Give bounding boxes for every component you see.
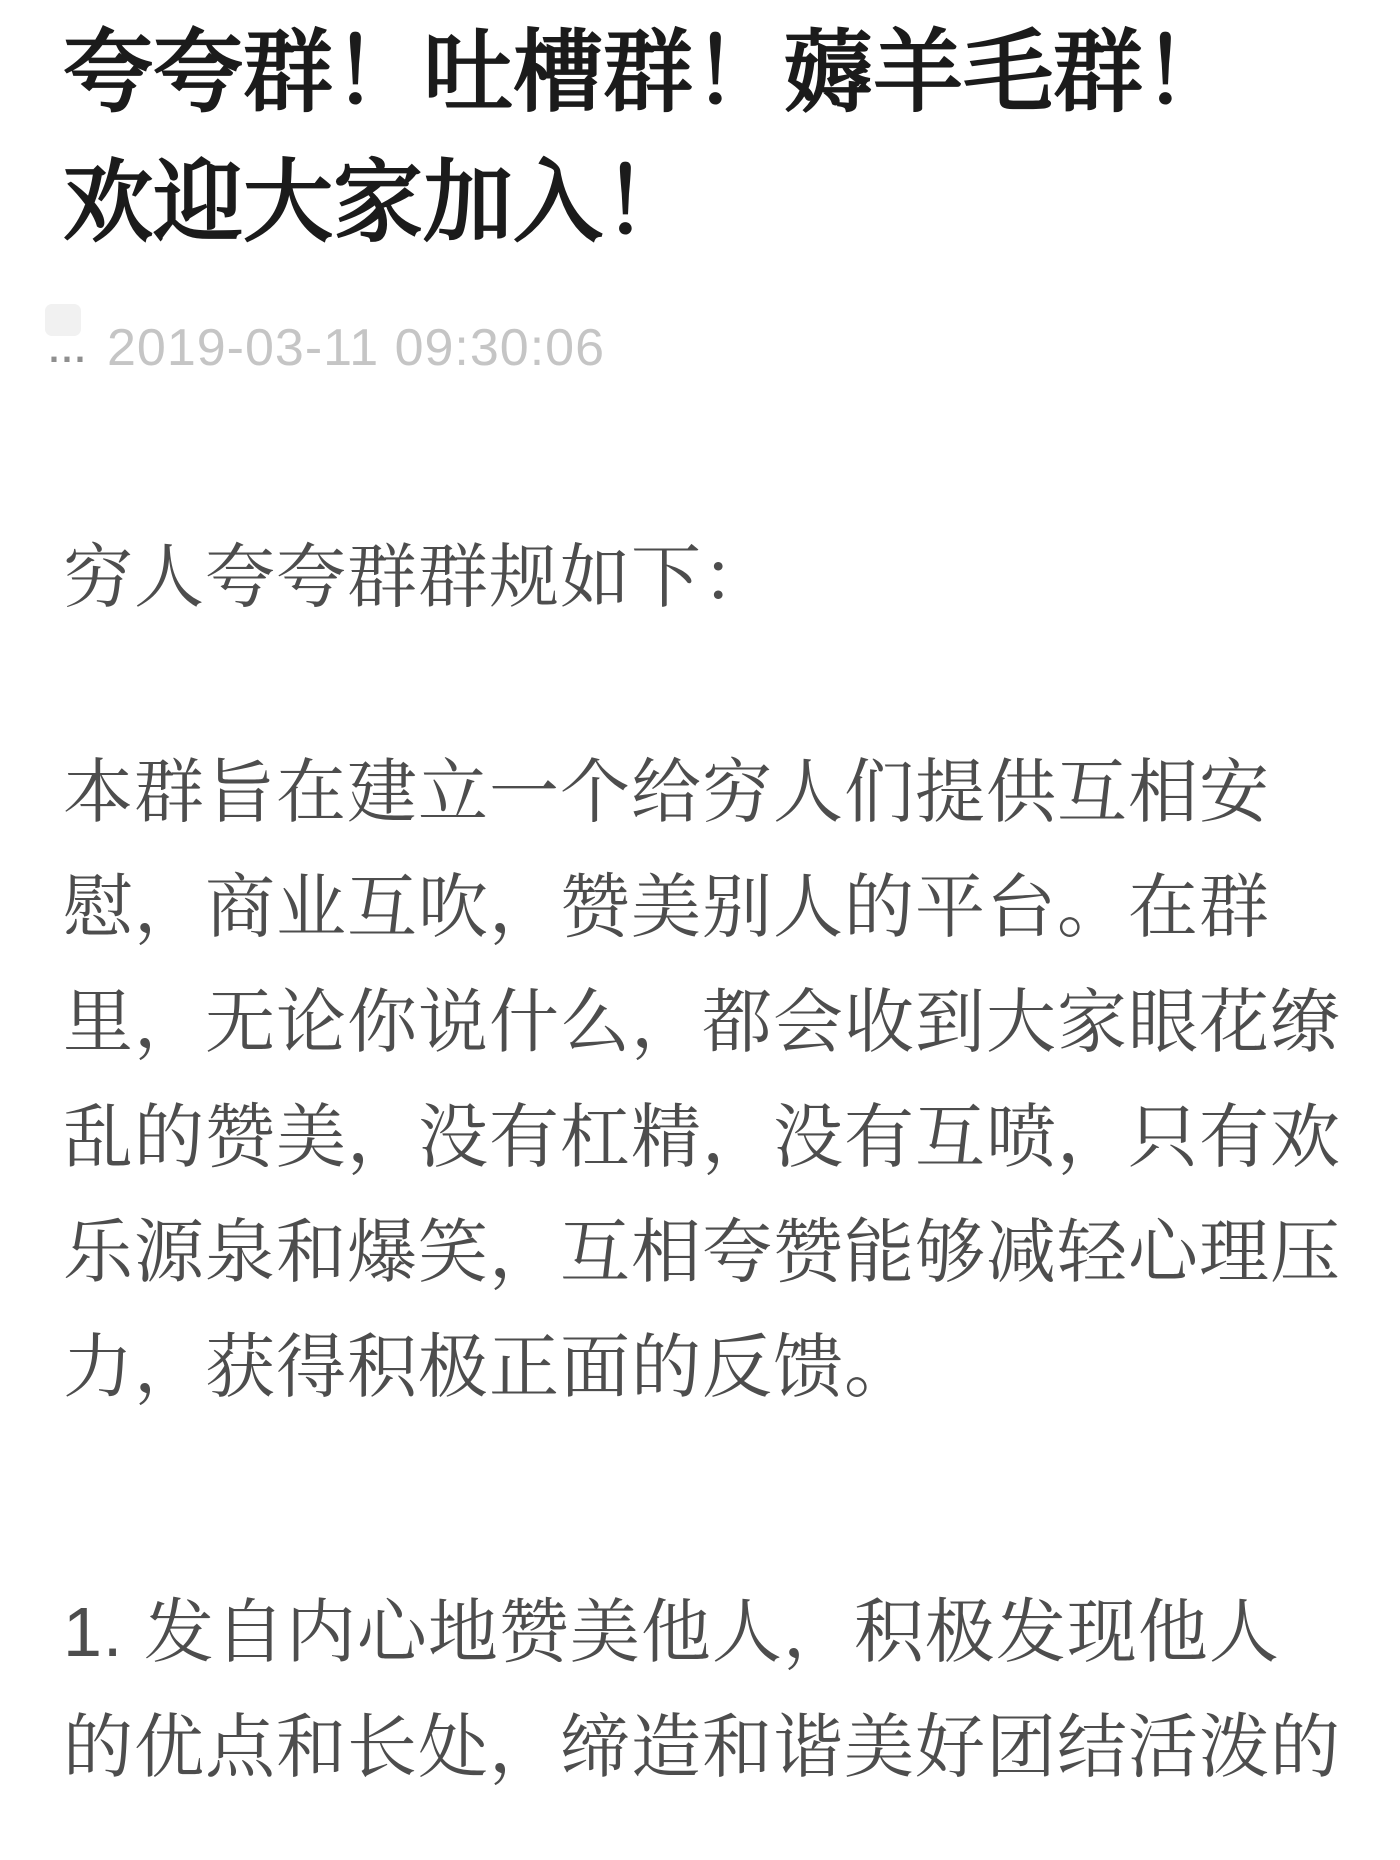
rule-1-paragraph	[63, 1575, 1350, 1805]
rules-heading	[63, 520, 1350, 635]
post-timestamp: 2019-03-11 09:30:06	[107, 319, 605, 377]
rules-heading-line: 穷人夸夸群群规如下：	[63, 538, 773, 616]
intro-line-5: 乐源泉和爆笑，互相夸赞能够减轻心理压	[63, 1213, 1341, 1291]
intro-line-2: 慰，商业互吹，赞美别人的平台。在群	[63, 868, 1270, 946]
post-title-line-2: 欢迎大家加入！	[63, 153, 693, 253]
post-meta-row	[49, 318, 1350, 380]
intro-line-3: 里，无论你说什么，都会收到大家眼花缭	[63, 983, 1341, 1061]
intro-line-6: 力，获得积极正面的反馈。	[63, 1328, 915, 1406]
post-title	[63, 8, 1350, 268]
post-title-line-1: 夸夸群！吐槽群！薅羊毛群！	[63, 23, 1233, 123]
rule-1-line-2: 的优点和长处，缔造和谐美好团结活泼的	[63, 1708, 1341, 1786]
intro-line-4: 乱的赞美，没有杠精，没有互喷，只有欢	[63, 1098, 1341, 1176]
intro-line-1: 本群旨在建立一个给穷人们提供互相安	[63, 753, 1270, 831]
author-ellipsis: ...	[49, 329, 89, 370]
rule-1-line-1: 1. 发自内心地赞美他人，积极发现他人	[63, 1593, 1280, 1671]
intro-paragraph	[63, 735, 1350, 1425]
